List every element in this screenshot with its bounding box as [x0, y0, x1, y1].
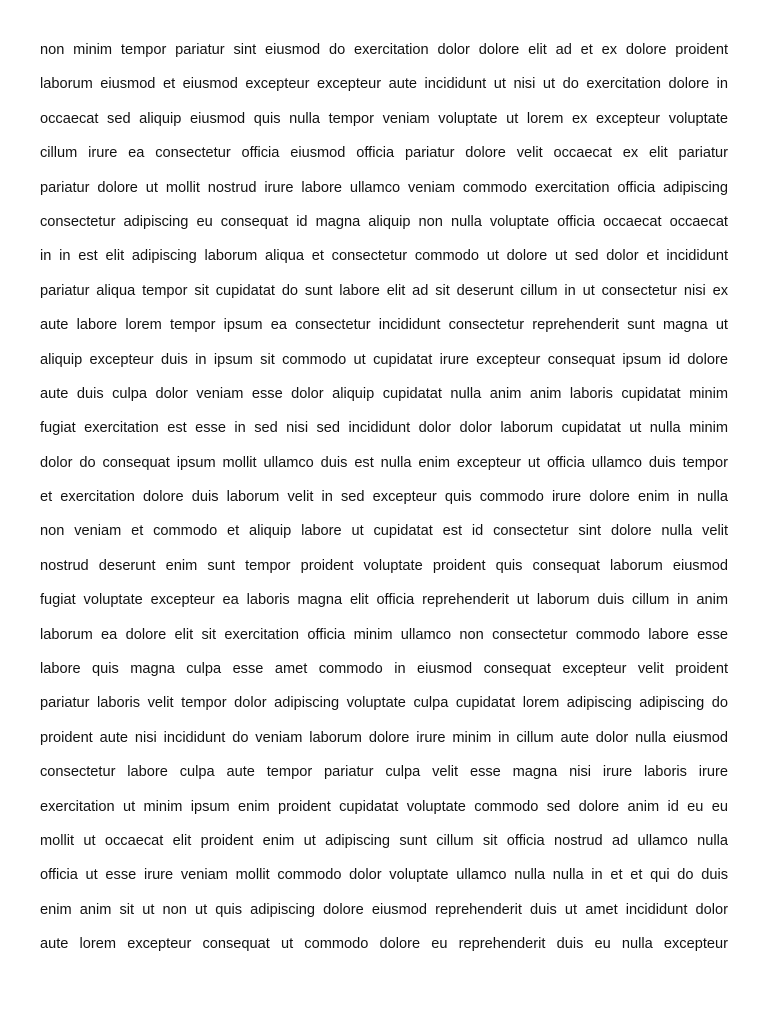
text-line: fugiat exercitation est esse in sed nisi sed incididunt dolor dolor laborum cupidatat ut nulla minim	[40, 420, 728, 437]
text-line: aute lorem excepteur consequat ut commodo dolore eu reprehenderit duis eu nulla excepteur	[40, 936, 728, 953]
text-line: dolor do consequat ipsum mollit ullamco duis est nulla enim excepteur ut officia ullamco duis tempor	[40, 454, 728, 471]
text-line: labore quis magna culpa esse amet commodo in eiusmod consequat excepteur velit proident	[40, 661, 728, 678]
text-line: pariatur laboris velit tempor dolor adipiscing voluptate culpa cupidatat lorem adipiscing adipiscing do	[40, 695, 728, 712]
text-line: pariatur aliqua tempor sit cupidatat do sunt labore elit ad sit deserunt cillum in ut consectetur nisi ex	[40, 282, 728, 299]
text-line: laborum eiusmod et eiusmod excepteur excepteur aute incididunt ut nisi ut do exercitation dolore in	[40, 76, 728, 93]
text-line: exercitation ut minim ipsum enim proident cupidatat voluptate commodo sed dolore anim id eu eu	[40, 798, 728, 815]
text-line: mollit ut occaecat elit proident enim ut adipiscing sunt cillum sit officia nostrud ad ullamco nulla	[40, 832, 728, 849]
text-line: nostrud deserunt enim sunt tempor proident voluptate proident quis consequat laborum eiusmod	[40, 557, 728, 574]
text-line: fugiat voluptate excepteur ea laboris magna elit officia reprehenderit ut laborum duis cillum in anim	[40, 592, 728, 609]
text-line: occaecat sed aliquip eiusmod quis nulla tempor veniam voluptate ut lorem ex excepteur voluptate	[40, 110, 728, 127]
text-line: cillum irure ea consectetur officia eiusmod officia pariatur dolore velit occaecat ex elit pariatur	[40, 145, 728, 162]
text-line: aute duis culpa dolor veniam esse dolor aliquip cupidatat nulla anim anim laboris cupidatat minim	[40, 385, 728, 402]
text-line: proident aute nisi incididunt do veniam laborum dolore irure minim in cillum aute dolor nulla eiusmod	[40, 729, 728, 746]
text-line: consectetur adipiscing eu consequat id magna aliquip non nulla voluptate officia occaecat occaecat	[40, 213, 728, 230]
text-line: non veniam et commodo et aliquip labore ut cupidatat est id consectetur sint dolore nulla velit	[40, 523, 728, 540]
text-line: pariatur dolore ut mollit nostrud irure labore ullamco veniam commodo exercitation officia adipiscing	[40, 179, 728, 196]
text-line: aliquip excepteur duis in ipsum sit commodo ut cupidatat irure excepteur consequat ipsum id dolore	[40, 351, 728, 368]
text-line: in in est elit adipiscing laborum aliqua et consectetur commodo ut dolore ut sed dolor et incididunt	[40, 248, 728, 265]
text-line: laborum ea dolore elit sit exercitation officia minim ullamco non consectetur commodo labore esse	[40, 626, 728, 643]
text-line: consectetur labore culpa aute tempor pariatur culpa velit esse magna nisi irure laboris irure	[40, 764, 728, 781]
document-body	[40, 33, 728, 962]
text-line: enim anim sit ut non ut quis adipiscing dolore eiusmod reprehenderit duis ut amet incididunt dolor	[40, 901, 728, 918]
text-line: officia ut esse irure veniam mollit commodo dolor voluptate ullamco nulla nulla in et et qui do duis	[40, 867, 728, 884]
text-line: aute labore lorem tempor ipsum ea consectetur incididunt consectetur reprehenderit sunt magna ut	[40, 317, 728, 334]
text-line: non minim tempor pariatur sint eiusmod do exercitation dolor dolore elit ad et ex dolore proident	[40, 42, 728, 58]
text-line: et exercitation dolore duis laborum velit in sed excepteur quis commodo irure dolore enim in nulla	[40, 489, 728, 506]
